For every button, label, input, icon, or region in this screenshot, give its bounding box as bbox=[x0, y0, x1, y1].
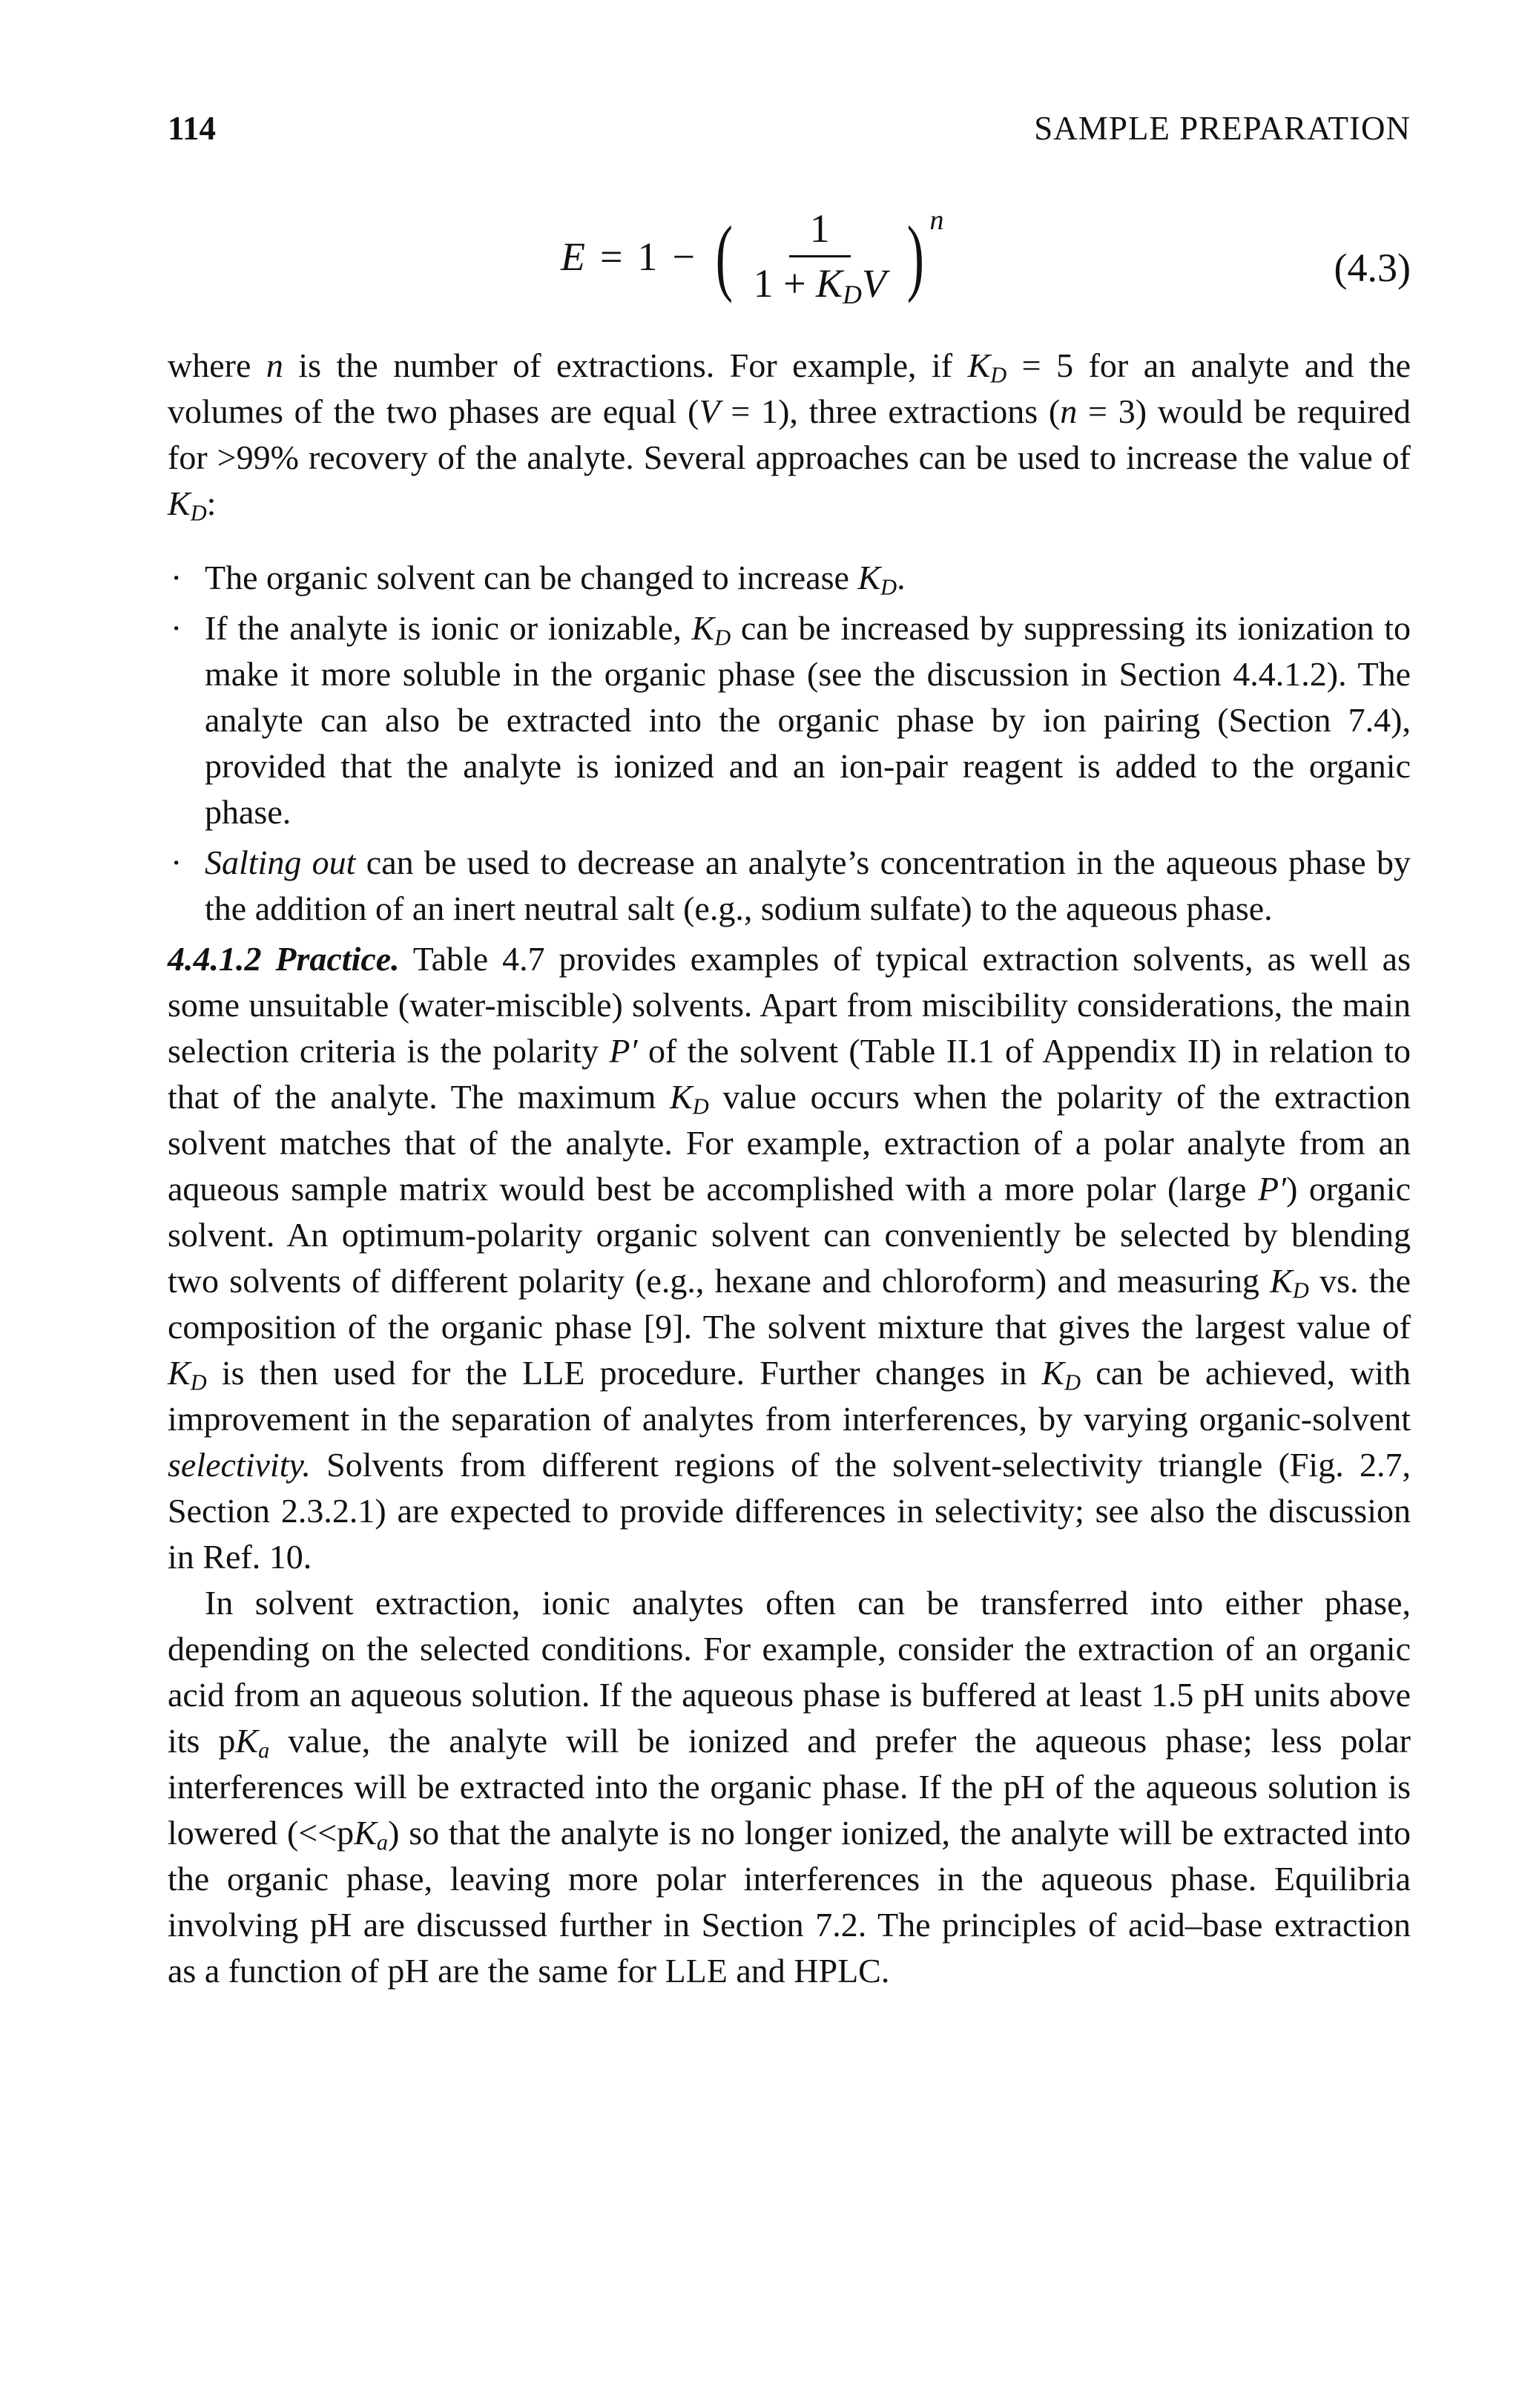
eq-numerator: 1 bbox=[789, 207, 851, 257]
eq-den-k: K bbox=[816, 261, 843, 306]
eq-lhs: E bbox=[561, 234, 585, 279]
equation-4-3 bbox=[168, 189, 1411, 323]
eq-fraction bbox=[742, 206, 898, 310]
eq-one: 1 bbox=[637, 234, 658, 279]
body-text bbox=[168, 343, 1411, 1994]
running-section-title: SAMPLE PREPARATION bbox=[1034, 110, 1411, 147]
list-item: · Salting out can be used to decrease an analyte’s concentration in the aqueous phase by the addition of an inert neutral salt (e.g., sodium sulfate) to the aqueous phase. bbox=[168, 840, 1411, 932]
approaches-list bbox=[168, 555, 1411, 932]
eq-den-sub: D bbox=[843, 280, 862, 310]
subsection-heading: 4.4.1.2 Practice. bbox=[168, 940, 400, 978]
list-item: · The organic solvent can be changed to increase $K_D$. bbox=[168, 555, 1411, 601]
bullet-mark: · bbox=[171, 559, 182, 596]
right-paren: ) bbox=[906, 208, 924, 304]
running-head bbox=[168, 102, 1411, 154]
left-paren: ( bbox=[715, 208, 733, 304]
bullet-mark: · bbox=[171, 843, 182, 881]
eq-den-prefix: 1 + bbox=[753, 261, 817, 306]
eq-exponent: n bbox=[929, 205, 944, 236]
list-item: · If the analyte is ionic or ionizable, $K_D$ can be increased by suppressing its ionization to make it more soluble in the organic phase (see the discussion in Section 4.4.1.2). The analyte can also be extracted into the organic phase by ion pairing (Section 7.4), provided that the analyte is ionized and an ion-pair reagent is added to the organic phase. bbox=[168, 605, 1411, 835]
eq-denominator bbox=[742, 257, 898, 310]
bullet-mark: · bbox=[171, 609, 182, 647]
ph-paragraph: In solvent extraction, ionic analytes often can be transferred into either phase, depending on the selected conditions. For example, consider the extraction of an organic acid from an aqueous solution. If the aqueous phase is buffered at least 1.5 pH units above its $pK_a$ value, the analyte will be ionized and prefer the aqueous phase; less polar interferences will be extracted into the organic phase. If the pH of the aqueous solution is lowered $(<<pK_a)$ so that the analyte is no longer ionized, the analyte will be extracted into the organic phase, leaving more polar interferences in the aqueous phase. Equilibria involving pH are discussed further in Section 7.2. The principles of acid–base extraction as a function of pH are the same for LLE and HPLC. bbox=[168, 1584, 1411, 1990]
equation-body bbox=[561, 205, 944, 310]
page-number: 114 bbox=[168, 110, 217, 147]
equation-number: (4.3) bbox=[1334, 246, 1411, 290]
practice-paragraph: 4.4.1.2 Practice. Table 4.7 provides examples of typical extraction solvents, as well as some unsuitable (water-miscible) solvents. Apart from miscibility considerations, the main selection criteria is the polarity P′ of the solvent (Table II.1 of Appendix II) in relation to that of the analyte. The maximum $K_D$ value occurs when the polarity of the extraction solvent matches that of the analyte. For example, extraction of a polar analyte from an aqueous sample matrix would best be accomplished with a more polar (large P′) organic solvent. An optimum-polarity organic solvent can conveniently be selected by blending two solvents of different polarity (e.g., hexane and chloroform) and measuring $K_D$ vs. the composition of the organic phase [9]. The solvent mixture that gives the largest value of $K_D$ is then used for the LLE procedure. Further changes in $K_D$ can be achieved, with improvement in the separation of analytes from interferences, by varying organic-solvent selectivity. Solvents from different regions of the solvent-selectivity triangle (Fig. 2.7, Section 2.3.2.1) are expected to provide differences in selectivity; see also the discussion in Ref. 10. bbox=[168, 940, 1411, 1576]
eq-equals: = bbox=[600, 234, 623, 279]
eq-minus: − bbox=[672, 234, 695, 279]
eq-den-v: V bbox=[861, 261, 886, 306]
intro-paragraph: where n is the number of extractions. For example, if $K_D = 5$ for an analyte and the volumes of the two phases are equal (V = 1), three extractions (n = 3) would be required for >99% recovery of the analyte. Several approaches can be used to increase the value of $K_D$: bbox=[168, 346, 1411, 526]
